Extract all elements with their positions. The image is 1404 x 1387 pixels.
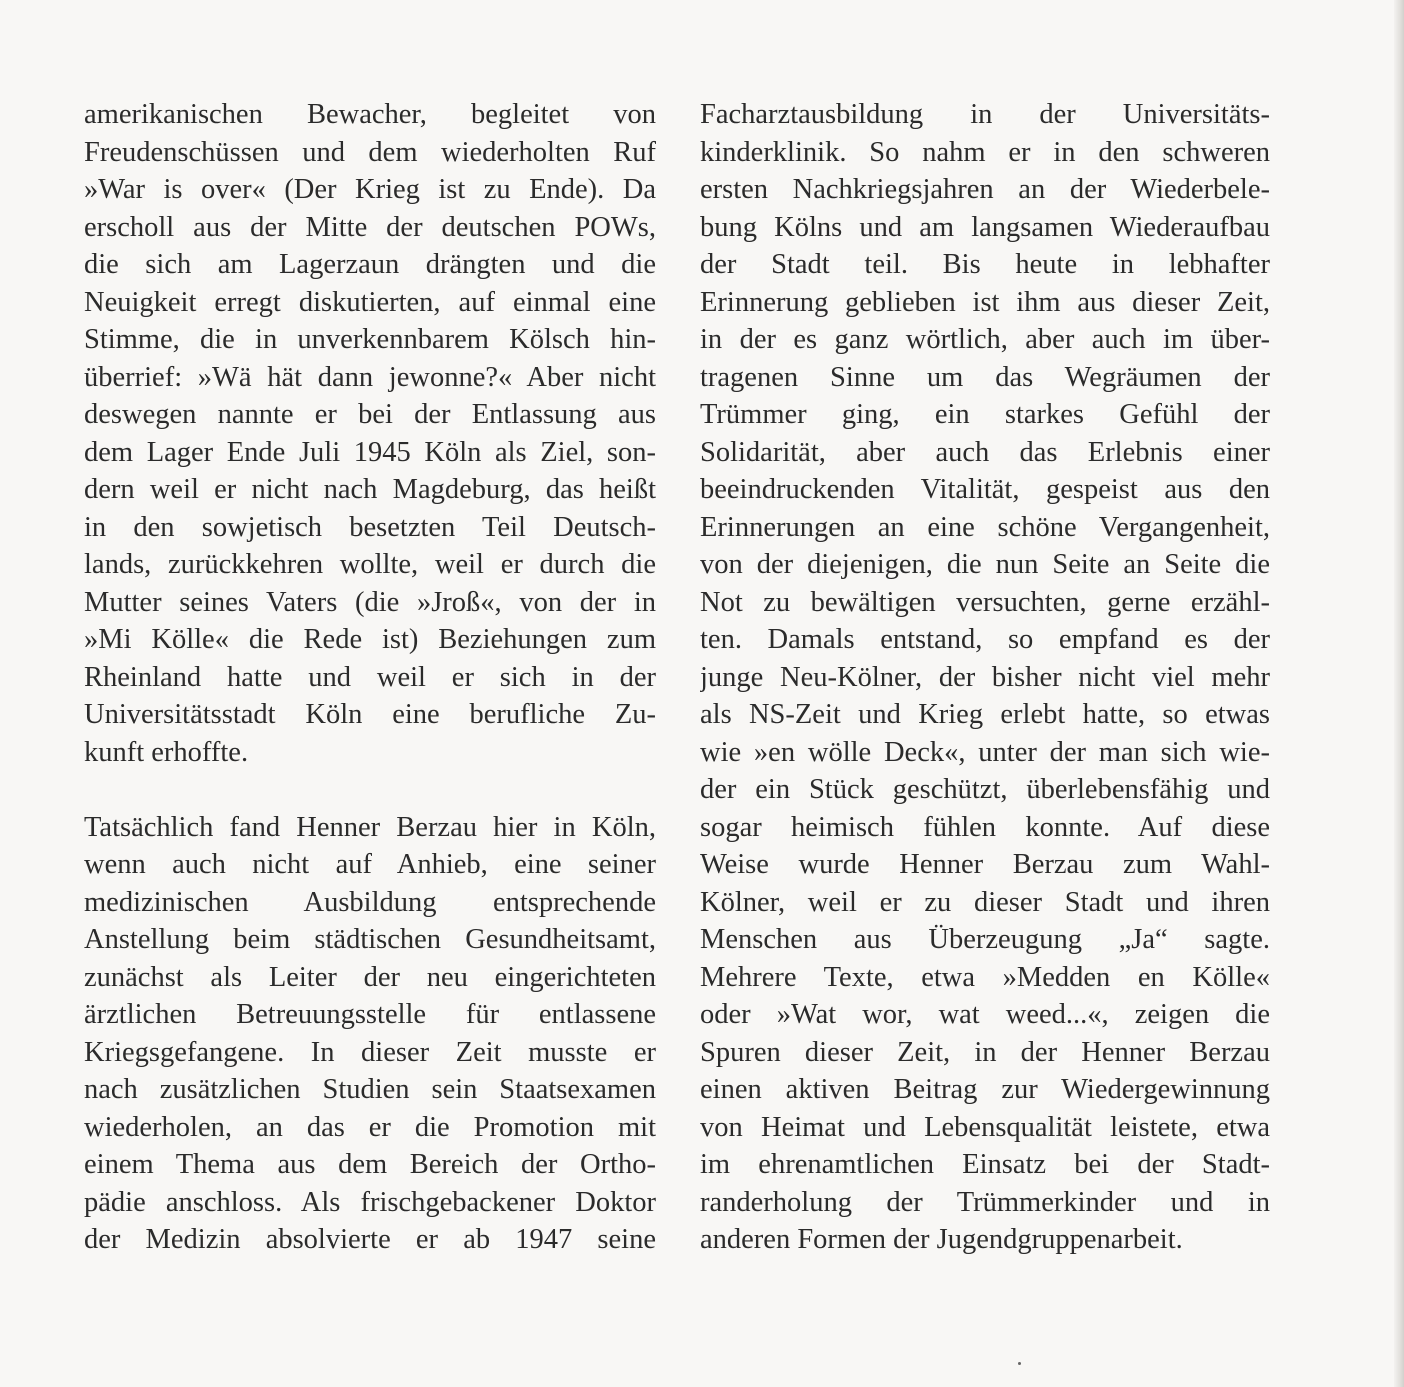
- text-line: Not zu bewältigen versuchten, gerne erzähl-: [700, 586, 1270, 618]
- text-line: amerikanischen Bewacher, begleitet von: [84, 99, 656, 130]
- text-line: von Heimat und Lebensqualität leistete, etwa: [700, 1111, 1270, 1143]
- text-line: Neuigkeit erregt diskutierten, auf einmal eine: [84, 286, 656, 318]
- text-line: der Stadt teil. Bis heute in lebhafter: [700, 249, 1270, 280]
- text-line: tragenen Sinne um das Wegräumen der: [700, 361, 1270, 393]
- text-line: Kölner, weil er zu dieser Stadt und ihren: [700, 886, 1270, 918]
- text-line: als NS-Zeit und Krieg erlebt hatte, so etwas: [700, 699, 1270, 730]
- text-line: wenn auch nicht auf Anhieb, eine seiner: [84, 849, 656, 880]
- text-line: Freudenschüssen und dem wiederholten Ruf: [84, 136, 656, 168]
- text-line: Kriegsgefangene. In dieser Zeit musste er: [84, 1036, 656, 1068]
- text-line: Universitätsstadt Köln eine berufliche Zu-: [84, 699, 656, 730]
- text-line: ersten Nachkriegsjahren an der Wiederbele-: [700, 174, 1270, 205]
- text-line: nach zusätzlichen Studien sein Staatsexamen: [84, 1074, 656, 1105]
- text-line: von der diejenigen, die nun Seite an Seite die: [700, 549, 1270, 580]
- text-line: Mehrere Texte, etwa »Medden en Kölle«: [700, 961, 1270, 993]
- text-line: Anstellung beim städtischen Gesundheitsamt,: [84, 924, 656, 955]
- text-line: Stimme, die in unverkennbarem Kölsch hin-: [84, 324, 656, 355]
- text-line: anderen Formen der Jugendgruppenarbeit.: [700, 1224, 1183, 1255]
- text-line: erscholl aus der Mitte der deutschen POWs,: [84, 211, 656, 243]
- text-line: Spuren dieser Zeit, in der Henner Berzau: [700, 1036, 1270, 1068]
- print-speck: [1018, 1362, 1021, 1365]
- text-line: Erinnerung geblieben ist ihm aus dieser Zeit,: [700, 286, 1270, 318]
- text-line: einen aktiven Beitrag zur Wiedergewinnung: [700, 1074, 1270, 1105]
- text-column-right: [700, 96, 1270, 1259]
- text-line: in den sowjetisch besetzten Teil Deutsch-: [84, 511, 656, 543]
- text-line: ärztlichen Betreuungsstelle für entlassene: [84, 999, 656, 1030]
- text-line: wiederholen, an das er die Promotion mit: [84, 1111, 656, 1143]
- text-line: kinderklinik. So nahm er in den schweren: [700, 136, 1270, 168]
- text-line: überrief: »Wä hät dann jewonne?« Aber nicht: [84, 361, 656, 393]
- text-line: junge Neu-Kölner, der bisher nicht viel mehr: [700, 661, 1270, 693]
- text-line: der ein Stück geschützt, überlebensfähig und: [700, 774, 1270, 805]
- text-line: ten. Damals entstand, so empfand es der: [700, 624, 1270, 655]
- text-line: die sich am Lagerzaun drängten und die: [84, 249, 656, 280]
- text-line: oder »Wat wor, wat weed...«, zeigen die: [700, 999, 1270, 1030]
- text-line: lands, zurückkehren wollte, weil er durch die: [84, 549, 656, 580]
- text-line: Mutter seines Vaters (die »Jroß«, von der in: [84, 586, 656, 618]
- text-line: beeindruckenden Vitalität, gespeist aus den: [700, 474, 1270, 505]
- text-line: »War is over« (Der Krieg ist zu Ende). Da: [84, 174, 656, 205]
- text-line: Facharztausbildung in der Universitäts-: [700, 99, 1270, 130]
- text-line: Tatsächlich fand Henner Berzau hier in Köln,: [84, 811, 656, 843]
- text-line: medizinischen Ausbildung entsprechende: [84, 886, 656, 918]
- text-line: dern weil er nicht nach Magdeburg, das heißt: [84, 474, 656, 505]
- text-column-left: [84, 96, 656, 1259]
- text-line: pädie anschloss. Als frischgebackener Doktor: [84, 1186, 656, 1218]
- page-edge-shadow: [1394, 0, 1404, 1387]
- text-line: Rheinland hatte und weil er sich in der: [84, 661, 656, 693]
- text-line: Erinnerungen an eine schöne Vergangenheit,: [700, 511, 1270, 543]
- text-line: wie »en wölle Deck«, unter der man sich wie-: [700, 736, 1270, 768]
- text-line: im ehrenamtlichen Einsatz bei der Stadt-: [700, 1149, 1270, 1180]
- text-line: sogar heimisch fühlen konnte. Auf diese: [700, 811, 1270, 843]
- text-line: kunft erhoffte.: [84, 736, 249, 768]
- text-line: »Mi Kölle« die Rede ist) Beziehungen zum: [84, 624, 656, 655]
- text-line: in der es ganz wörtlich, aber auch im über-: [700, 324, 1270, 355]
- text-line: Solidarität, aber auch das Erlebnis einer: [700, 436, 1270, 468]
- text-line: dem Lager Ende Juli 1945 Köln als Ziel, son-: [84, 436, 656, 468]
- text-line: Menschen aus Überzeugung „Ja“ sagte.: [700, 924, 1270, 955]
- text-line: Weise wurde Henner Berzau zum Wahl-: [700, 849, 1270, 880]
- text-line: einem Thema aus dem Bereich der Ortho-: [84, 1149, 656, 1180]
- text-line: deswegen nannte er bei der Entlassung aus: [84, 399, 656, 430]
- text-line: randerholung der Trümmerkinder und in: [700, 1186, 1270, 1218]
- text-line: bung Kölns und am langsamen Wiederaufbau: [700, 211, 1270, 243]
- paragraph-break: [84, 771, 656, 809]
- text-line: zunächst als Leiter der neu eingerichteten: [84, 961, 656, 993]
- text-line: der Medizin absolvierte er ab 1947 seine: [84, 1224, 656, 1255]
- text-line: Trümmer ging, ein starkes Gefühl der: [700, 399, 1270, 430]
